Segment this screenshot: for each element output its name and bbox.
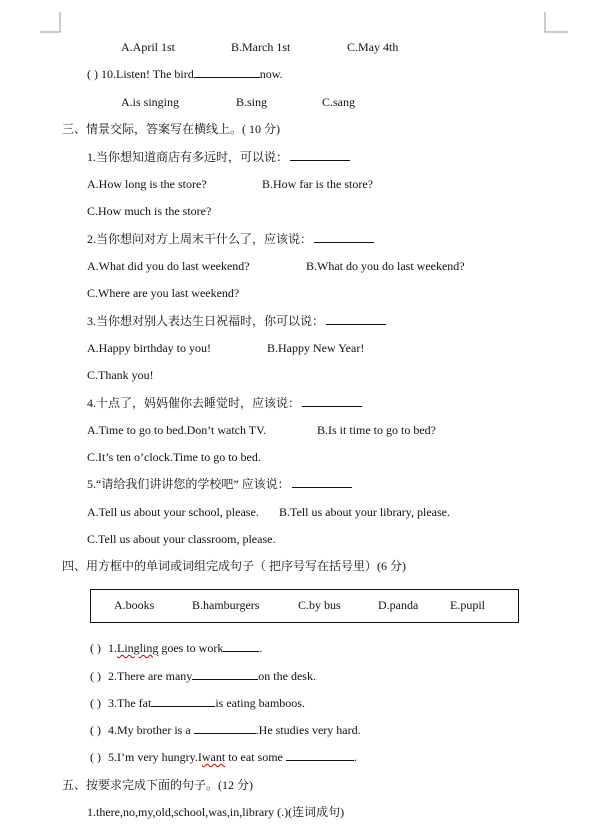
answer-blank [151,695,215,707]
answer-blank [302,395,362,407]
s3-q3-option-b: B.Happy New Year! [267,341,365,355]
s3-q1-option-b: B.How far is the store? [262,177,373,191]
section-4-title: 四、用方框中的单词或词组完成句子（ 把序号写在括号里）(6 分) [62,559,406,573]
q10-option-a: A.is singing [121,95,180,109]
word-option-b: B.hamburgers [192,598,260,612]
answer-paren: ( ) [87,67,98,81]
s3-q3-option-a: A.Happy birthday to you! [87,341,211,355]
q9-option-b: B.March 1st [231,40,291,54]
s3-q4-prompt: 4.十点了，妈妈催你去睡觉时，应该说： [87,395,362,411]
q10-option-c: C.sang [322,95,355,109]
word-option-e: E.pupil [450,598,485,612]
s3-q5-option-b: B.Tell us about your library, please. [279,505,451,519]
s3-q1-option-a: A.How long is the store? [87,177,207,191]
answer-blank [314,231,374,243]
answer-paren: ( ) [90,696,101,710]
s3-q2-option-b: B.What do you do last weekend? [306,259,465,273]
s4-item-5: ( ) 5.I’m very hungry.Iwant to eat some . [90,750,357,764]
answer-blank [194,722,256,734]
answer-paren: ( ) [90,641,101,655]
s3-q1-option-c: C.How much is the store? [87,204,212,218]
word-bank-box [90,589,519,623]
word-option-a: A.books [114,598,155,612]
answer-paren: ( ) [90,669,101,683]
s3-q5-option-c: C.Tell us about your classroom, please. [87,532,276,546]
s3-q2-option-c: C.Where are you last weekend? [87,286,240,300]
section-5-title: 五、按要求完成下面的句子。(12 分) [62,778,253,792]
answer-blank [194,66,260,78]
answer-blank [292,476,352,488]
s5-q1-text: 1.there,no,my,old,school,was,in,library (.)(连词成句) [87,805,345,819]
s3-q5-prompt: 5.“请给我们讲讲您的学校吧” 应该说： [87,476,352,492]
s3-q2-option-a: A.What did you do last weekend? [87,259,250,273]
answer-blank [326,313,386,325]
word-option-d: D.panda [378,598,419,612]
s4-item-1: ( ) 1.Lingling goes to work . [90,641,263,655]
page-corner-mark-left [40,12,64,34]
s3-q4-option-a: A.Time to go to bed.Don’t watch TV. [87,423,267,437]
q10-option-b: B.sing [236,95,268,109]
answer-blank [223,640,259,652]
answer-blank [192,668,258,680]
s4-item-3: ( ) 3.The fat is eating bamboos. [90,696,305,710]
answer-blank [290,149,350,161]
q9-option-a: A.April 1st [121,40,175,54]
page-corner-mark-right [544,12,568,34]
answer-paren: ( ) [90,723,101,737]
question-10-tail: now. [259,67,283,81]
answer-paren: ( ) [90,750,101,764]
s4-item-2: ( ) 2.There are many on the desk. [90,669,316,683]
answer-blank [286,749,354,761]
question-10 [87,66,283,82]
s3-q3-prompt: 3.当你想对别人表达生日祝福时，你可以说： [87,313,386,329]
s3-q4-option-c: C.It’s ten o’clock.Time to go to bed. [87,450,261,464]
s3-q3-option-c: C.Thank you! [87,368,154,382]
s4-item-4: ( ) 4.My brother is a .He studies very hard. [90,723,361,737]
s3-q2-prompt: 2.当你想问对方上周末干什么了，应该说： [87,231,374,247]
q9-option-c: C.May 4th [347,40,399,54]
word-option-c: C.by bus [298,598,341,612]
s3-q4-option-b: B.Is it time to go to bed? [317,423,436,437]
s3-q5-option-a: A.Tell us about your school, please. [87,505,259,519]
section-3-title: 三、情景交际，答案写在横线上。( 10 分) [62,122,280,136]
s3-q1-prompt: 1.当你想知道商店有多远时，可以说： [87,149,350,165]
question-10-text: 10.Listen! The bird [101,67,194,81]
